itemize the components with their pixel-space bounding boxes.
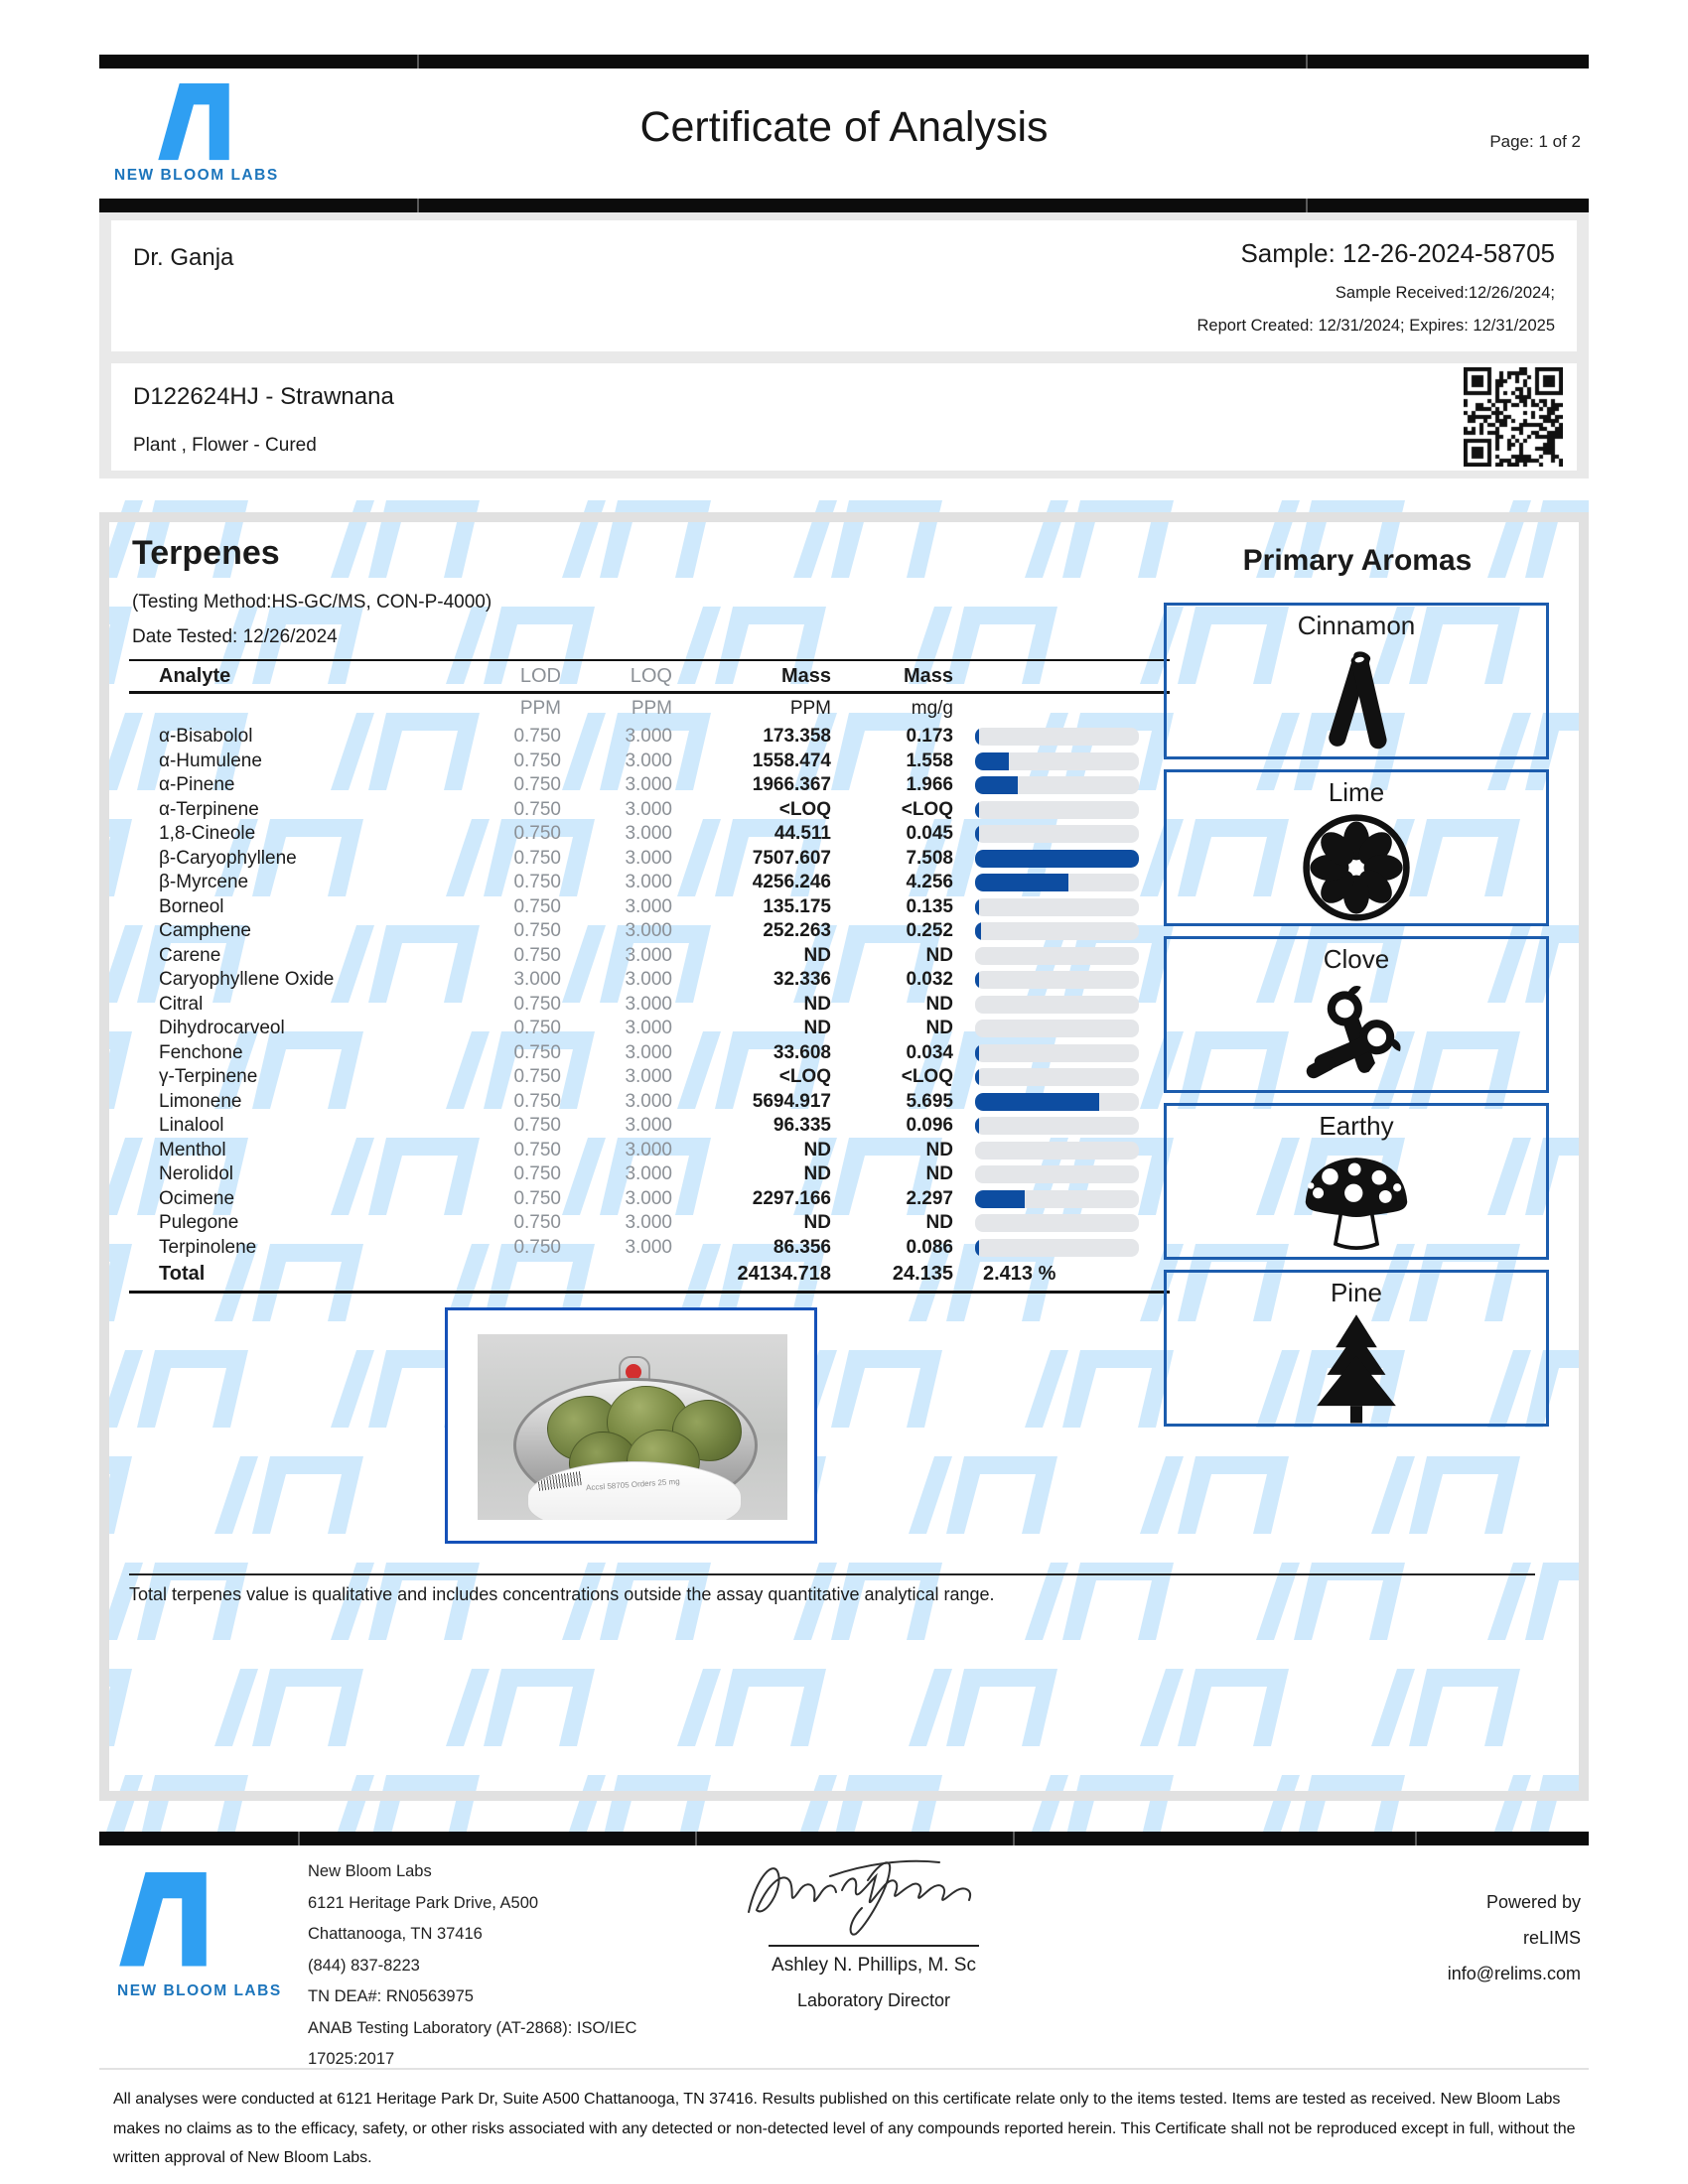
mushroom-icon — [1296, 1148, 1417, 1255]
lab-address-block — [308, 1856, 675, 2076]
aroma-label: Cinnamon — [1297, 611, 1416, 640]
mass-bar-track — [975, 1117, 1139, 1135]
mass-mgg-value: 0.173 — [906, 726, 953, 748]
mass-bar-track — [975, 947, 1139, 965]
aroma-label: Lime — [1328, 777, 1385, 807]
lod-value: 3.000 — [513, 969, 561, 991]
lod-value: 0.750 — [513, 1090, 561, 1112]
powered-by-line: Powered by — [1485, 1892, 1581, 1912]
analyte-name: Caryophyllene Oxide — [159, 969, 335, 991]
terpenes-section-title: Terpenes — [132, 534, 280, 572]
lab-info-line: TN DEA#: RN0563975 — [308, 1987, 474, 2005]
mass-mgg-value: 1.966 — [906, 774, 953, 796]
terpenes-table-body — [129, 725, 1170, 1260]
unit-mass-ppm: PPM — [789, 698, 831, 719]
mass-bar-track — [975, 825, 1139, 843]
mass-bar-cell — [953, 1142, 1170, 1160]
mass-mgg-value: ND — [925, 944, 953, 966]
table-row — [129, 1236, 1170, 1261]
lod-value: 0.750 — [513, 750, 561, 771]
table-row — [129, 773, 1170, 798]
aroma-list — [1164, 603, 1551, 1436]
mass-bar-fill — [975, 971, 979, 989]
signatory-name: Ashley N. Phillips, M. Sc — [772, 1955, 976, 1976]
powered-by-line: reLIMS — [1522, 1928, 1581, 1948]
lod-value: 0.750 — [513, 823, 561, 845]
mass-ppm-value: 7507.607 — [752, 847, 831, 869]
mass-bar-track — [975, 1020, 1139, 1037]
signature-block — [675, 1846, 1072, 2011]
lod-value: 0.750 — [513, 993, 561, 1015]
table-row — [129, 1162, 1170, 1187]
col-mass-mgg: Mass — [903, 664, 953, 687]
date-tested: Date Tested: 12/26/2024 — [132, 626, 338, 647]
loq-value: 3.000 — [625, 1139, 672, 1160]
powered-by-block — [1263, 1884, 1581, 1991]
mass-ppm-value: ND — [803, 1212, 831, 1234]
mass-bar-cell — [953, 776, 1170, 794]
mass-bar-track — [975, 971, 1139, 989]
mass-bar-track — [975, 1068, 1139, 1086]
table-row — [129, 1139, 1170, 1163]
mass-bar-fill — [975, 1239, 979, 1257]
mass-bar-track — [975, 1190, 1139, 1208]
mass-bar-track — [975, 898, 1139, 916]
mass-bar-fill — [975, 922, 981, 940]
mass-mgg-value: 0.096 — [906, 1115, 953, 1137]
mass-ppm-value: ND — [803, 993, 831, 1015]
testing-method: (Testing Method:HS-GC/MS, CON-P-4000) — [132, 592, 492, 613]
aroma-box-pine — [1164, 1270, 1549, 1427]
lod-value: 0.750 — [513, 1163, 561, 1185]
mass-mgg-value: 7.508 — [906, 847, 953, 869]
mass-mgg-value: 2.297 — [906, 1187, 953, 1209]
page-number-label: Page: 1 of 2 — [1489, 132, 1581, 151]
mass-bar-track — [975, 728, 1139, 746]
mass-bar-fill — [975, 898, 979, 916]
mass-bar-track — [975, 1165, 1139, 1183]
primary-aromas-title: Primary Aromas — [1242, 544, 1473, 577]
lod-value: 0.750 — [513, 726, 561, 748]
signature-icon — [735, 1846, 1013, 1938]
table-header-row — [129, 663, 1170, 689]
table-row — [129, 1041, 1170, 1066]
mass-bar-track — [975, 801, 1139, 819]
terpenes-note: Total terpenes value is qualitative and includes concentrations outside the assay quantitative analytical range. — [129, 1584, 995, 1604]
mass-mgg-value: ND — [925, 1139, 953, 1160]
mass-ppm-value: 5694.917 — [752, 1090, 831, 1112]
mass-bar-fill — [975, 1117, 979, 1135]
loq-value: 3.000 — [625, 1066, 672, 1088]
mass-bar-fill — [975, 1093, 1099, 1111]
analyte-name: Ocimene — [159, 1187, 235, 1209]
analyte-name: Fenchone — [159, 1041, 243, 1063]
loq-value: 3.000 — [625, 750, 672, 771]
lod-value: 0.750 — [513, 872, 561, 893]
analyte-name: β-Caryophyllene — [159, 847, 297, 869]
mass-mgg-value: ND — [925, 993, 953, 1015]
loq-value: 3.000 — [625, 1090, 672, 1112]
mass-ppm-value: ND — [803, 944, 831, 966]
lod-value: 0.750 — [513, 944, 561, 966]
mass-bar-track — [975, 1239, 1139, 1257]
mass-bar-fill — [975, 1068, 979, 1086]
analyte-name: α-Bisabolol — [159, 726, 253, 748]
aroma-box-earthy — [1164, 1103, 1549, 1260]
table-row — [129, 1211, 1170, 1236]
lod-value: 0.750 — [513, 1018, 561, 1039]
client-name: Dr. Ganja — [133, 244, 234, 271]
unit-lod: PPM — [519, 698, 561, 719]
sample-photo — [478, 1334, 787, 1520]
analyte-name: Dihydrocarveol — [159, 1018, 285, 1039]
lod-value: 0.750 — [513, 798, 561, 820]
mass-ppm-value: 252.263 — [763, 920, 831, 942]
analyte-name: γ-Terpinene — [159, 1066, 258, 1088]
aroma-box-lime — [1164, 769, 1549, 926]
analyte-name: α-Humulene — [159, 750, 262, 771]
loq-value: 3.000 — [625, 993, 672, 1015]
lab-info-line: (844) 837-8223 — [308, 1956, 420, 1975]
total-mass-mgg: 24.135 — [892, 1262, 953, 1285]
total-label: Total — [159, 1262, 206, 1285]
mass-ppm-value: 1558.474 — [752, 750, 831, 771]
mass-bar-fill — [975, 752, 1009, 770]
table-rule-top — [129, 659, 1170, 661]
loq-value: 3.000 — [625, 823, 672, 845]
mushroom-icon — [1167, 1146, 1546, 1257]
lab-info-line: Chattanooga, TN 37416 — [308, 1925, 483, 1943]
col-mass-ppm: Mass — [780, 664, 831, 687]
header-divider-bar — [99, 199, 1589, 212]
mass-bar-track — [975, 1214, 1139, 1232]
analyte-name: β-Myrcene — [159, 872, 249, 893]
mass-bar-track — [975, 922, 1139, 940]
loq-value: 3.000 — [625, 969, 672, 991]
clove-icon — [1298, 982, 1415, 1087]
aroma-label: Pine — [1330, 1278, 1383, 1307]
mass-bar-fill — [975, 801, 979, 819]
unit-loq: PPM — [631, 698, 672, 719]
sample-id: Sample: 12-26-2024-58705 — [1240, 238, 1555, 268]
sample-info-panel — [99, 212, 1589, 478]
loq-value: 3.000 — [625, 1041, 672, 1063]
cinnamon-icon — [1167, 645, 1546, 756]
mass-bar-cell — [953, 947, 1170, 965]
lod-value: 0.750 — [513, 895, 561, 917]
mass-bar-fill — [975, 1190, 1025, 1208]
table-row — [129, 919, 1170, 944]
mass-mgg-value: 0.252 — [906, 920, 953, 942]
qr-code — [1464, 367, 1563, 467]
lod-value: 0.750 — [513, 1187, 561, 1209]
table-row — [129, 1017, 1170, 1041]
analyte-name: Limonene — [159, 1090, 242, 1112]
loq-value: 3.000 — [625, 872, 672, 893]
mass-ppm-value: 135.175 — [763, 895, 831, 917]
mass-bar-cell — [953, 1214, 1170, 1232]
note-rule — [129, 1573, 1535, 1575]
mass-ppm-value: <LOQ — [778, 1066, 831, 1088]
mass-bar-track — [975, 996, 1139, 1014]
mass-bar-cell — [953, 1117, 1170, 1135]
lime-icon — [1301, 812, 1412, 923]
pine-icon — [1167, 1312, 1546, 1424]
table-total-row — [129, 1261, 1170, 1287]
batch-id-strain: D122624HJ - Strawnana — [133, 383, 394, 410]
loq-value: 3.000 — [625, 920, 672, 942]
lod-value: 0.750 — [513, 847, 561, 869]
sample-photo-box — [445, 1307, 817, 1544]
table-row — [129, 993, 1170, 1018]
mass-mgg-value: 0.086 — [906, 1236, 953, 1258]
table-row — [129, 725, 1170, 750]
loq-value: 3.000 — [625, 1212, 672, 1234]
loq-value: 3.000 — [625, 1115, 672, 1137]
mass-ppm-value: ND — [803, 1163, 831, 1185]
mass-bar-cell — [953, 752, 1170, 770]
analyte-name: α-Terpinene — [159, 798, 259, 820]
mass-mgg-value: 0.045 — [906, 823, 953, 845]
table-row — [129, 944, 1170, 969]
analyte-name: Borneol — [159, 895, 224, 917]
sample-received-date: Sample Received:12/26/2024; — [1335, 284, 1555, 302]
table-row — [129, 1187, 1170, 1212]
mass-ppm-value: 4256.246 — [752, 872, 831, 893]
loq-value: 3.000 — [625, 1236, 672, 1258]
mass-mgg-value: 0.135 — [906, 895, 953, 917]
mass-mgg-value: 1.558 — [906, 750, 953, 771]
mass-bar-cell — [953, 874, 1170, 891]
mass-mgg-value: ND — [925, 1212, 953, 1234]
col-loq: LOQ — [630, 664, 672, 687]
client-sample-card — [111, 220, 1577, 351]
mass-mgg-value: 0.032 — [906, 969, 953, 991]
loq-value: 3.000 — [625, 726, 672, 748]
analyte-name: Pulegone — [159, 1212, 239, 1234]
aroma-box-cinnamon — [1164, 603, 1549, 759]
mass-bar-track — [975, 1093, 1139, 1111]
mass-bar-fill — [975, 1044, 979, 1062]
powered-by-line: info@relims.com — [1447, 1964, 1581, 1983]
tray-label: Accsl 58705 Orders 25 mg — [527, 1461, 742, 1520]
mass-ppm-value: 96.335 — [773, 1115, 831, 1137]
analyte-name: Linalool — [159, 1115, 224, 1137]
table-row — [129, 871, 1170, 895]
mass-bar-track — [975, 850, 1139, 868]
new-bloom-logo-icon — [117, 1872, 209, 1970]
aroma-label: Earthy — [1319, 1111, 1394, 1141]
mass-bar-fill — [975, 874, 1068, 891]
analyte-name: Terpinolene — [159, 1236, 257, 1258]
analyte-name: Carene — [159, 944, 221, 966]
table-row — [129, 750, 1170, 774]
mass-ppm-value: 173.358 — [763, 726, 831, 748]
sample-matrix: Plant , Flower - Cured — [133, 435, 317, 456]
lab-info-line: New Bloom Labs — [308, 1862, 432, 1880]
table-units-row — [129, 697, 1170, 721]
loq-value: 3.000 — [625, 774, 672, 796]
mass-ppm-value: 1966.367 — [752, 774, 831, 796]
analyte-name: Citral — [159, 993, 204, 1015]
mass-ppm-value: 2297.166 — [752, 1187, 831, 1209]
mass-bar-track — [975, 1044, 1139, 1062]
mass-mgg-value: ND — [925, 1018, 953, 1039]
mass-bar-fill — [975, 825, 979, 843]
pine-icon — [1305, 1310, 1408, 1426]
lod-value: 0.750 — [513, 1115, 561, 1137]
mass-bar-cell — [953, 1165, 1170, 1183]
loq-value: 3.000 — [625, 895, 672, 917]
table-rule-header — [129, 691, 1170, 694]
mass-bar-cell — [953, 1190, 1170, 1208]
signatory-title: Laboratory Director — [796, 1990, 951, 2010]
analyte-name: Camphene — [159, 920, 251, 942]
disclaimer-rule — [99, 2068, 1589, 2070]
loq-value: 3.000 — [625, 798, 672, 820]
col-analyte: Analyte — [159, 664, 231, 687]
loq-value: 3.000 — [625, 944, 672, 966]
mass-mgg-value: ND — [925, 1163, 953, 1185]
clove-icon — [1167, 979, 1546, 1090]
mass-bar-cell — [953, 1020, 1170, 1037]
table-row — [129, 1065, 1170, 1090]
mass-bar-cell — [953, 1044, 1170, 1062]
mass-bar-cell — [953, 825, 1170, 843]
report-created-expires: Report Created: 12/31/2024; Expires: 12/31/2025 — [1196, 317, 1555, 335]
lod-value: 0.750 — [513, 1236, 561, 1258]
total-mass-ppm: 24134.718 — [737, 1262, 831, 1285]
lod-value: 0.750 — [513, 920, 561, 942]
table-row — [129, 847, 1170, 872]
mass-bar-track — [975, 752, 1139, 770]
mass-bar-cell — [953, 922, 1170, 940]
mass-bar-fill — [975, 776, 1018, 794]
loq-value: 3.000 — [625, 1163, 672, 1185]
mass-bar-cell — [953, 801, 1170, 819]
mass-bar-fill — [975, 850, 1139, 868]
loq-value: 3.000 — [625, 1018, 672, 1039]
mass-mgg-value: <LOQ — [901, 1066, 953, 1088]
lab-info-line: 17025:2017 — [308, 2050, 395, 2068]
mass-mgg-value: <LOQ — [901, 798, 953, 820]
mass-mgg-value: 4.256 — [906, 872, 953, 893]
table-row — [129, 1090, 1170, 1115]
footer-divider-bar — [99, 1832, 1589, 1845]
mass-bar-cell — [953, 1239, 1170, 1257]
mass-bar-cell — [953, 971, 1170, 989]
mass-bar-cell — [953, 850, 1170, 868]
mass-ppm-value: ND — [803, 1018, 831, 1039]
loq-value: 3.000 — [625, 1187, 672, 1209]
mass-ppm-value: 32.336 — [773, 969, 831, 991]
page-title: Certificate of Analysis — [639, 103, 1049, 151]
total-percent: 2.413 % — [983, 1262, 1056, 1285]
mass-ppm-value: <LOQ — [778, 798, 831, 820]
mass-bar-cell — [953, 996, 1170, 1014]
table-rule-bottom — [129, 1291, 1170, 1294]
mass-bar-cell — [953, 728, 1170, 746]
table-row — [129, 1114, 1170, 1139]
analyte-name: Nerolidol — [159, 1163, 233, 1185]
mass-ppm-value: 44.511 — [774, 823, 831, 845]
lod-value: 0.750 — [513, 774, 561, 796]
col-lod: LOD — [519, 664, 561, 687]
mass-bar-fill — [975, 728, 979, 746]
signature-rule — [769, 1945, 979, 1947]
mass-ppm-value: ND — [803, 1139, 831, 1160]
terpenes-panel — [99, 496, 1589, 1832]
analyte-name: Menthol — [159, 1139, 226, 1160]
footer-brand-text: NEW BLOOM LABS — [117, 1982, 282, 1999]
mass-bar-track — [975, 776, 1139, 794]
mass-mgg-value: 0.034 — [906, 1041, 953, 1063]
mass-bar-cell — [953, 1093, 1170, 1111]
table-row — [129, 798, 1170, 823]
mass-mgg-value: 5.695 — [906, 1090, 953, 1112]
batch-card — [111, 363, 1577, 471]
loq-value: 3.000 — [625, 847, 672, 869]
disclaimer-text: All analyses were conducted at 6121 Heritage Park Dr, Suite A500 Chattanooga, TN 37416. Results published on this certificate relate only to the items tested. Items are tested as received. New Bloom Labs makes no claims as to the efficacy, safety, or other risks associated with any detected or non-detected level of any compounds reported herein. This Certificate shall not be reproduced except in full, without the written approval of New Bloom Labs. — [113, 2091, 1576, 2166]
mass-ppm-value: 33.608 — [773, 1041, 831, 1063]
unit-mass-mgg: mg/g — [911, 698, 953, 719]
table-row — [129, 895, 1170, 920]
mass-bar-cell — [953, 898, 1170, 916]
table-row — [129, 822, 1170, 847]
lab-info-line: 6121 Heritage Park Drive, A500 — [308, 1893, 539, 1912]
mass-bar-track — [975, 1142, 1139, 1160]
mass-ppm-value: 86.356 — [773, 1236, 831, 1258]
aroma-label: Clove — [1323, 944, 1390, 974]
analyte-name: α-Pinene — [159, 774, 235, 796]
aroma-box-clove — [1164, 936, 1549, 1093]
lod-value: 0.750 — [513, 1212, 561, 1234]
footer-logo — [117, 1872, 286, 2000]
cinnamon-icon — [1305, 646, 1408, 755]
mass-bar-cell — [953, 1068, 1170, 1086]
table-row — [129, 968, 1170, 993]
header-brand-text: NEW BLOOM LABS — [114, 167, 279, 184]
lod-value: 0.750 — [513, 1139, 561, 1160]
analyte-name: 1,8-Cineole — [159, 823, 256, 845]
lod-value: 0.750 — [513, 1041, 561, 1063]
top-divider-bar — [99, 55, 1589, 68]
lod-value: 0.750 — [513, 1066, 561, 1088]
lab-info-line: ANAB Testing Laboratory (AT-2868): ISO/IEC — [308, 2018, 637, 2037]
lime-icon — [1167, 812, 1546, 923]
mass-bar-track — [975, 874, 1139, 891]
